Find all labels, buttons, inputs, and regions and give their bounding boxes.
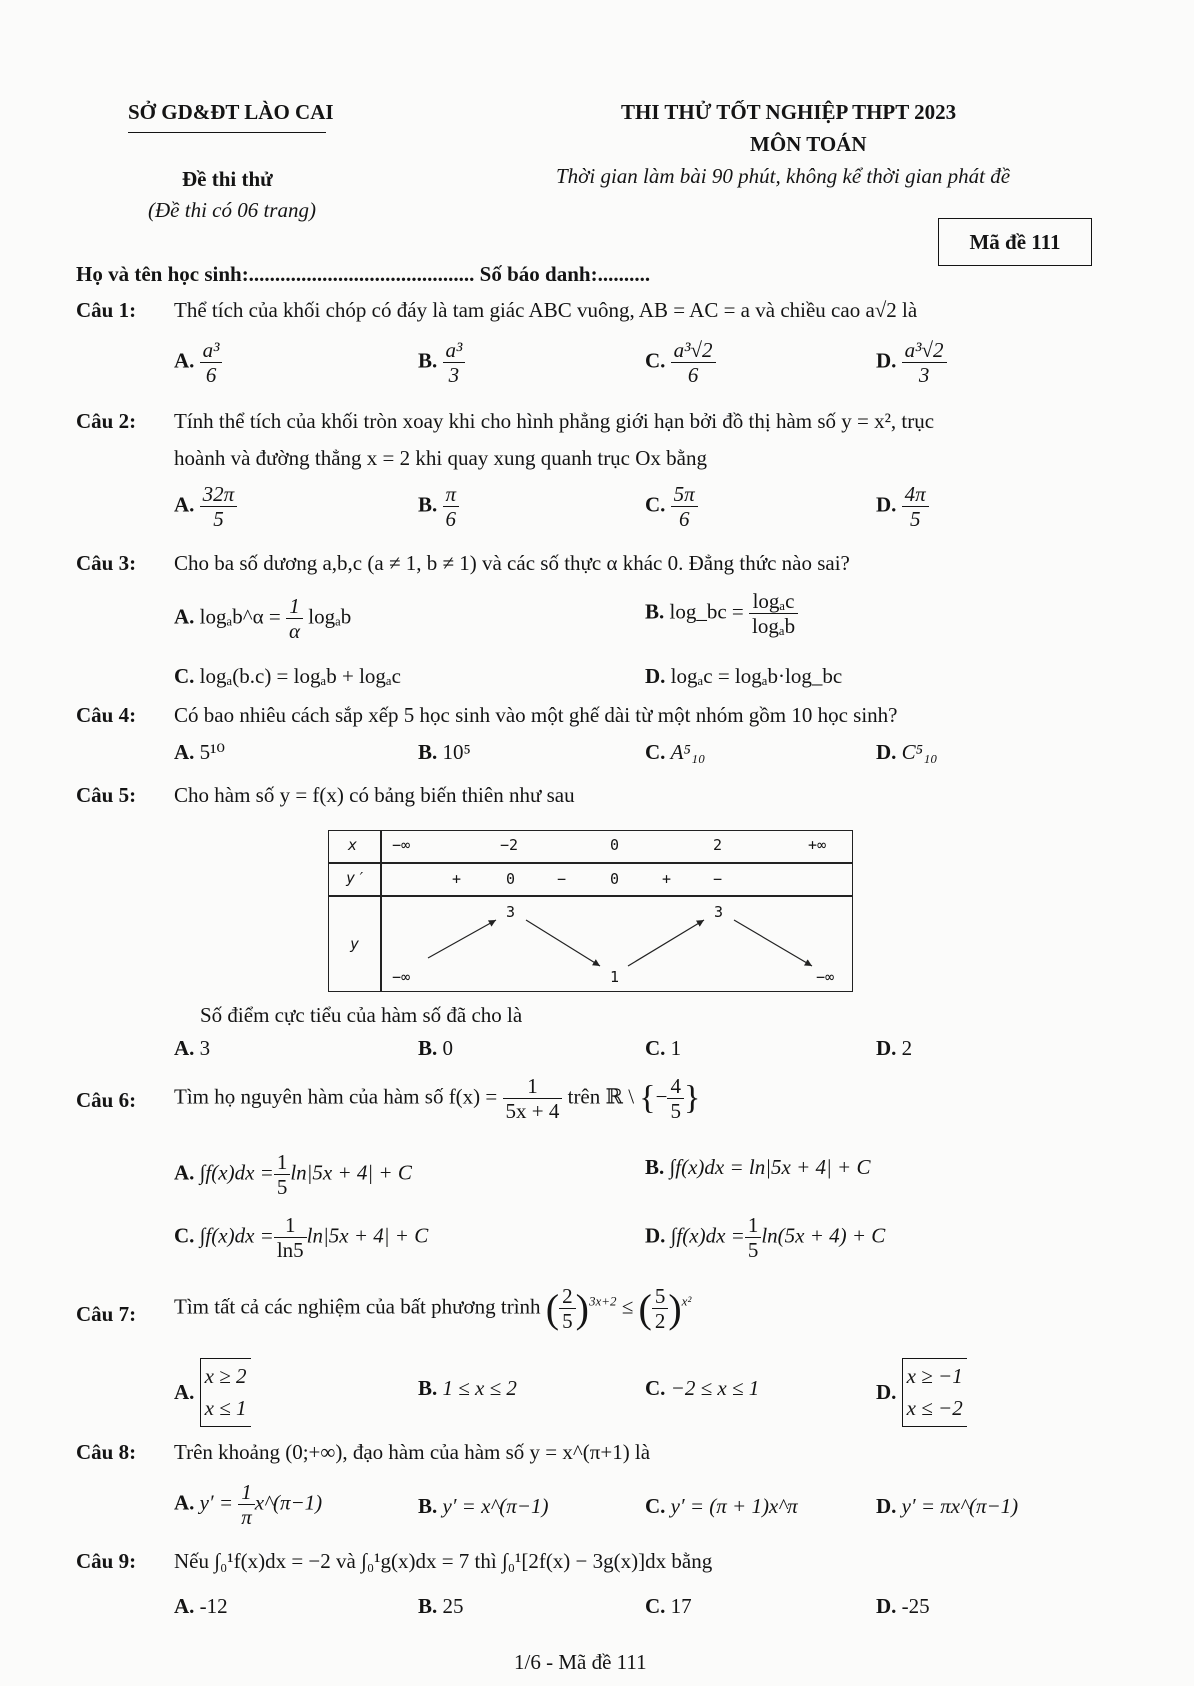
yprime-value: 0 — [506, 870, 516, 888]
q5-prompt: Số điểm cực tiểu của hàm số đã cho là — [200, 1003, 523, 1027]
q1-option-a: A. $\frac{\text{a³}}{6}$ — [174, 338, 222, 387]
y-limit-value: −∞ — [816, 968, 835, 986]
q3-label: Câu 3: — [76, 551, 137, 575]
student-info: Họ và tên học sinh:........................................... Số báo danh:.......... — [76, 262, 651, 286]
doc-type: Đề thi thử — [182, 167, 273, 191]
q8-option-a: A. y′ = $\frac{1}{\pi}$ x^(π−1) — [174, 1480, 323, 1530]
q6-text: Tìm họ nguyên hàm của hàm số f(x) = $\frac{1}{5x + 4}$ trên ℝ \ {− $\frac{4}{5}$ } — [174, 1074, 701, 1124]
exam-title: THI THỬ TỐT NGHIỆP THPT 2023 — [621, 100, 957, 124]
q3-text: Cho ba số dương a,b,c (a ≠ 1, b ≠ 1) và các số thực α khác 0. Đẳng thức nào sai? — [174, 551, 850, 575]
q7-option-a: A. x ≥ 2 x ≤ 1 — [174, 1358, 251, 1427]
q1-option-b: B. $\frac{\text{a³}}{3}$ — [418, 338, 465, 387]
q2-label: Câu 2: — [76, 409, 137, 433]
q6-option-a: A. ∫f(x)dx = $\frac{1}{5}$ ln|5x + 4| + C — [174, 1150, 412, 1200]
q4-option-d: D. C⁵₁₀ — [876, 740, 938, 764]
q6-option-d: D. ∫f(x)dx = $\frac{1}{5}$ ln(5x + 4) + C — [645, 1213, 886, 1263]
q1-label: Câu 1: — [76, 298, 137, 322]
exam-code: Mã đề 111 — [938, 218, 1092, 266]
q1-text: Thể tích của khối chóp có đáy là tam giác ABC vuông, AB = AC = a và chiều cao a√2 là — [174, 298, 918, 322]
page-count: (Đề thi có 06 trang) — [148, 198, 316, 222]
q7-option-b: B. 1 ≤ x ≤ 2 — [418, 1376, 517, 1400]
q2-text-line2: hoành và đường thẳng x = 2 khi quay xung quanh trục Ox bằng — [174, 446, 707, 470]
q3-option-b: B. log_bc = $\frac{\text{logₐc}}{\text{logₐb}}$ — [645, 589, 798, 638]
q9-option-a: A. -12 — [174, 1594, 228, 1618]
subject: MÔN TOÁN — [750, 132, 867, 156]
q8-text: Trên khoảng (0;+∞), đạo hàm của hàm số y = x^(π+1) là — [174, 1440, 651, 1464]
q5-label: Câu 5: — [76, 783, 137, 807]
q5-option-a: A. 3 — [174, 1036, 211, 1060]
q2-option-d: D. $\frac{4\pi}{5}$ — [876, 482, 929, 531]
y-max-value: 3 — [714, 903, 724, 921]
q2-text-line1: Tính thể tích của khối tròn xoay khi cho hình phẳng giới hạn bởi đồ thị hàm số y = x², trục — [174, 409, 935, 433]
q3-option-c: C. logₐ(b.c) = logₐb + logₐc — [174, 664, 401, 688]
page-footer: 1/6 - Mã đề 111 — [514, 1650, 647, 1674]
x-value: +∞ — [808, 836, 827, 854]
department: SỞ GD&ĐT LÀO CAI — [128, 100, 334, 124]
x-value: 0 — [610, 836, 620, 854]
row-yprime-label: y′ — [346, 869, 365, 887]
q1-option-c: C. $\frac{\text{a³√2}}{6}$ — [645, 338, 716, 387]
q5-option-d: D. 2 — [876, 1036, 913, 1060]
y-limit-value: −∞ — [392, 968, 411, 986]
yprime-sign: − — [713, 870, 723, 888]
q9-option-d: D. -25 — [876, 1594, 930, 1618]
q2-option-b: B. $\frac{\pi}{6}$ — [418, 482, 459, 531]
q4-option-c: C. A⁵₁₀ — [645, 740, 706, 764]
q7-text: Tìm tất cả các nghiệm của bất phương trình ( $\frac{2}{5}$ )$^{3x+2}$ ≤ ( $\frac{5}{2}$ )$^{x^2}$ — [174, 1284, 692, 1334]
q9-text: Nếu ∫₀¹f(x)dx = −2 và ∫₀¹g(x)dx = 7 thì ∫₀¹[2f(x) − 3g(x)]dx bằng — [174, 1549, 713, 1573]
q4-option-b: B. 10⁵ — [418, 740, 471, 764]
q6-option-c: C. ∫f(x)dx = $\frac{1}{\ln 5}$ ln|5x + 4| + C — [174, 1213, 429, 1263]
q7-label: Câu 7: — [76, 1302, 137, 1326]
q2-option-a: A. $\frac{32\pi}{5}$ — [174, 482, 237, 531]
q9-option-c: C. 17 — [645, 1594, 692, 1618]
x-value: −2 — [500, 836, 519, 854]
q4-label: Câu 4: — [76, 703, 137, 727]
q4-option-a: A. 5¹⁰ — [174, 740, 225, 764]
q4-text: Có bao nhiêu cách sắp xếp 5 học sinh vào một ghế dài từ một nhóm gồm 10 học sinh? — [174, 703, 898, 727]
yprime-sign: + — [452, 870, 462, 888]
q7-option-d: D. x ≥ −1 x ≤ −2 — [876, 1358, 967, 1427]
q6-option-b: B. ∫f(x)dx = ln|5x + 4| + C — [645, 1155, 871, 1179]
time-note: Thời gian làm bài 90 phút, không kể thời gian phát đề — [556, 164, 1011, 188]
x-value: 2 — [713, 836, 723, 854]
row-x-label: x — [348, 836, 358, 854]
yprime-value: 0 — [610, 870, 620, 888]
q8-option-b: B. y′ = x^(π−1) — [418, 1494, 549, 1518]
q3-option-d: D. logₐc = logₐb·log_bc — [645, 664, 843, 688]
q3-option-a: A. logₐb^α = $\frac{1}{\alpha}$ logₐb — [174, 594, 352, 644]
row-y-label: y — [350, 935, 360, 953]
x-value: −∞ — [392, 836, 411, 854]
q2-option-c: C. $\frac{5\pi}{6}$ — [645, 482, 698, 531]
q9-option-b: B. 25 — [418, 1594, 464, 1618]
yprime-sign: − — [557, 870, 567, 888]
q5-text: Cho hàm số y = f(x) có bảng biến thiên như sau — [174, 783, 575, 807]
q9-label: Câu 9: — [76, 1549, 137, 1573]
q7-option-c: C. −2 ≤ x ≤ 1 — [645, 1376, 760, 1400]
q5-option-c: C. 1 — [645, 1036, 682, 1060]
y-min-value: 1 — [610, 968, 620, 986]
q8-option-d: D. y′ = πx^(π−1) — [876, 1494, 1019, 1518]
q6-label: Câu 6: — [76, 1088, 137, 1112]
yprime-sign: + — [662, 870, 672, 888]
q8-option-c: C. y′ = (π + 1)x^π — [645, 1494, 798, 1518]
q8-label: Câu 8: — [76, 1440, 137, 1464]
y-max-value: 3 — [506, 903, 516, 921]
q1-option-d: D. $\frac{\text{a³√2}}{3}$ — [876, 338, 947, 387]
q5-option-b: B. 0 — [418, 1036, 454, 1060]
